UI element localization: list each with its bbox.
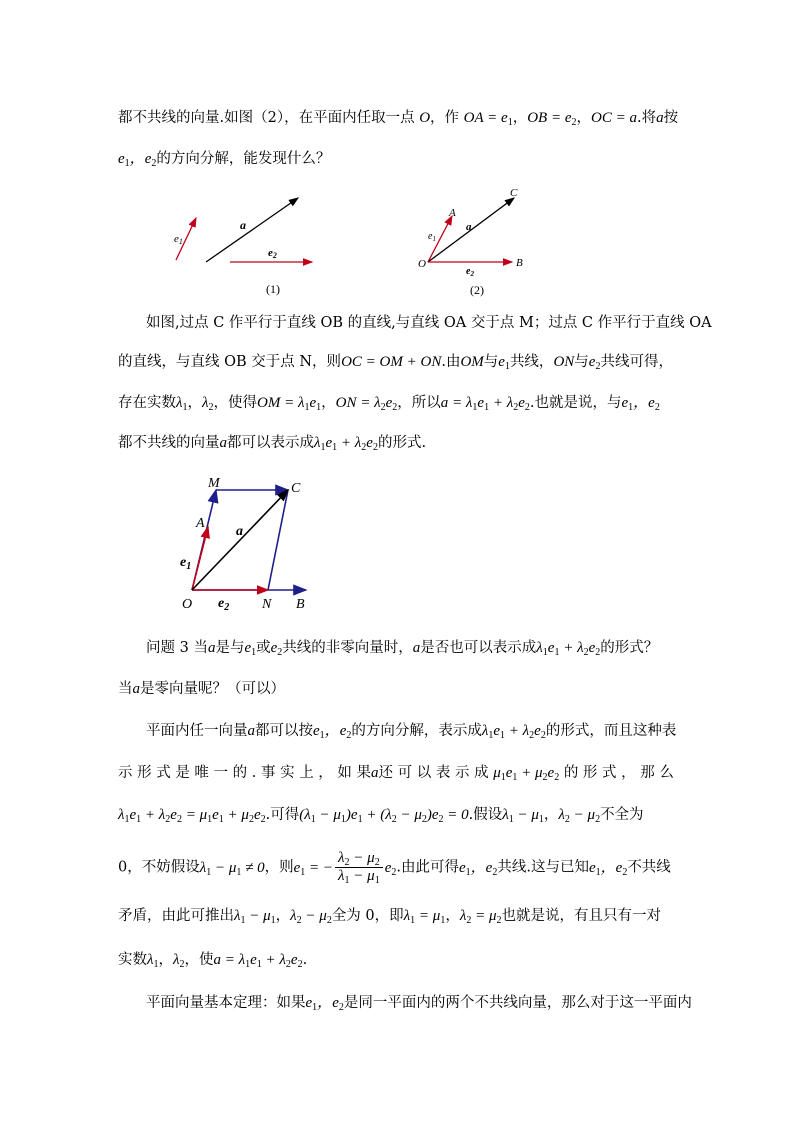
label-e2: $e_2$	[218, 596, 230, 613]
segment-cn	[268, 490, 288, 590]
vector-a: a	[656, 110, 664, 126]
figure-1-caption: (1)	[266, 282, 280, 296]
text: 将	[641, 110, 657, 126]
text-line-2	[118, 149, 678, 169]
label-C: C	[291, 481, 301, 496]
label-e2: $e_2$	[466, 266, 474, 278]
text-line-10: 示 形 式 是 唯 一 的 . 事 实 上 ， 如 果a还 可 以 表 示 成 $\mu_1e_1 + \mu_2e_2$ 的 形 式 ， 那 么	[118, 765, 674, 783]
vector-a-arrow	[192, 490, 288, 590]
label-C: C	[510, 187, 518, 199]
vector-a-arrow	[206, 198, 298, 262]
equation-uniqueness: $\lambda_1e_1 + \lambda_2e_2 = \mu_1e_1 + \mu_2e_2$	[118, 807, 266, 825]
label-M: M	[208, 476, 220, 491]
label-a: a	[240, 218, 246, 232]
vector-oa: OA = $e_1$	[463, 110, 513, 128]
label-e1: e1	[174, 233, 183, 246]
label-e1: $e_1$	[180, 555, 192, 572]
equation-om: OM = $\lambda_1e_1$	[257, 395, 322, 413]
text: 的方向分解，能发现什么？	[156, 151, 331, 167]
vector-oc: OC = a	[590, 110, 637, 126]
text: ，作	[430, 110, 460, 126]
label-B: B	[296, 597, 305, 612]
label-e1: $e_1$	[428, 231, 436, 243]
label-A: A	[449, 207, 456, 219]
equation-a: $a = \lambda_1e_1 + \lambda_2e_2$	[440, 395, 530, 413]
text-line-8: 当a是零向量呢？（可以）	[118, 681, 285, 697]
fraction: $\frac{\lambda_2 - \mu_2}{\lambda_1 - \mu_1}$	[335, 850, 383, 885]
label-A: A	[196, 516, 205, 531]
figure-2	[414, 184, 564, 299]
text-line-3	[146, 313, 712, 333]
text-line-7: 问题 3 当a是与$e_1$或$e_2$共线的非零向量时，a是否也可以表示成$\lambda_1e_1 + \lambda_2e_2$的形式？	[146, 640, 659, 658]
point-o: O	[419, 110, 431, 126]
vectors-e1-e2: $e_1$，$e_2$	[118, 151, 157, 169]
text-line-6: 都不共线的向量a都可以表示成$\lambda_1e_1 + \lambda_2e_2$的形式.	[118, 435, 427, 453]
label-e2: e2	[268, 247, 277, 260]
text-line-15: 平面向量基本定理：如果$e_1$，$e_2$是同一平面内的两个不共线向量，那么对于这一平面内	[146, 995, 692, 1013]
label-N: N	[262, 597, 272, 612]
figure-1	[160, 190, 340, 300]
text: 如图,过点 C 作平行于直线 OB 的直线,与直线 OA 交于点 M；过点 C 作平行于直线 OA	[146, 315, 712, 331]
text-line-5: 存在实数$\lambda_1$，$\lambda_2$，使得OM = $\lambda_1e_1$，ON = $\lambda_2e_2$，所以$a = \lambda_1e_1 + \lambda_2e_2$.也就是说，与$e_1$，$e_2$	[118, 395, 660, 413]
equation-on: ON = $\lambda_2e_2$	[335, 395, 398, 413]
label-O: O	[182, 597, 193, 612]
label-a: a	[236, 524, 243, 539]
vector-equation-oc: OC = OM + ON	[341, 354, 442, 370]
text-line-11: $\lambda_1e_1 + \lambda_2e_2 = \mu_1e_1 + \mu_2e_2$.可得$(\lambda_1 - \mu_1)e_1 + (\lambda_2 - \mu_2)e_2 = 0$.假设$\lambda_1 - \mu_1$，$\lambda_2 - \mu_2$不全为	[118, 807, 644, 825]
text-line-13: 矛盾，由此可推出$\lambda_1 - \mu_1$，$\lambda_2 - \mu_2$全为 0，即$\lambda_1 = \mu_1$，$\lambda_2 = \mu_2$也就是说，有且只有一对	[118, 908, 661, 926]
figure-2-caption: (2)	[470, 283, 484, 297]
label-a: a	[466, 221, 472, 233]
text-line-9: 平面内任一向量a都可以按$e_1$，$e_2$的方向分解，表示成$\lambda_1e_1 + \lambda_2e_2$的形式，而且这种表	[146, 723, 677, 741]
text-line-4: 的直线，与直线 OB 交于点 N，则OC = OM + ON.由OM与$e_1$共线，ON与$e_2$共线可得，	[118, 354, 673, 372]
text-line-14: 实数$\lambda_1$，$\lambda_2$，使$a = \lambda_1e_1 + \lambda_2e_2$.	[118, 952, 308, 970]
text: 按	[663, 110, 679, 126]
figure-3	[176, 472, 336, 622]
label-O: O	[418, 258, 426, 270]
text: 的直线，与直线 OB 交于点 N，则	[118, 354, 342, 370]
text-line-12: 0，不妨假设$\lambda_1 - \mu_1 \ne 0$，则$e_1$ = − $\frac{\lambda_2 - \mu_2}{\lambda_1 - \mu_1}$ $e_2$.由此可得$e_1$，$e_2$共线.这与已知$e_1$，$e_2$不共线	[118, 850, 671, 886]
vector-ob: OB = $e_2$	[527, 110, 577, 128]
label-B: B	[516, 257, 523, 269]
text-line-1: 都不共线的向量.如图（2），在平面内任取一点 O，作 OA = $e_1$，OB = $e_2$，OC = a.将a按	[118, 110, 679, 128]
text: 都不共线的向量.如图（2），在平面内任取一点	[118, 110, 415, 126]
